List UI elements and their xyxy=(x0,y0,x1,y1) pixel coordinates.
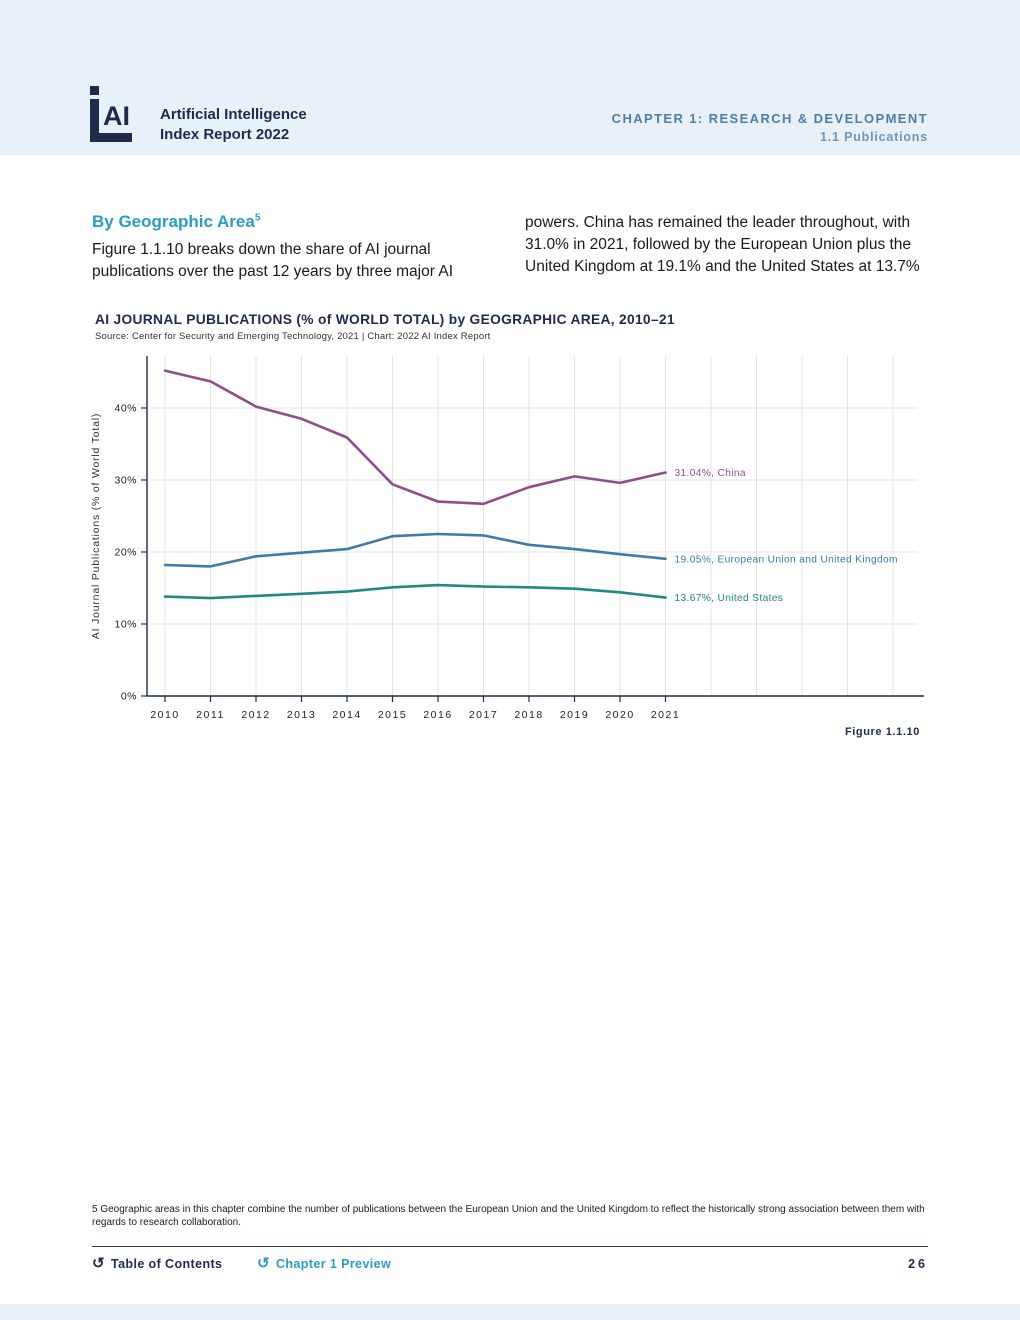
chart-source: Source: Center for Security and Emerging Technology, 2021 | Chart: 2022 AI Index Report xyxy=(95,331,491,342)
svg-text:2018: 2018 xyxy=(514,709,544,721)
svg-text:10%: 10% xyxy=(114,618,137,631)
svg-text:2020: 2020 xyxy=(605,709,635,721)
section-heading-text: By Geographic Area xyxy=(92,212,255,231)
svg-text:2021: 2021 xyxy=(650,709,681,721)
table-of-contents-link[interactable] xyxy=(92,1256,222,1271)
svg-text:2015: 2015 xyxy=(377,709,408,721)
figure-caption: Figure 1.1.10 xyxy=(844,726,920,738)
table-of-contents-label: Table of Contents xyxy=(110,1256,223,1271)
logo-ai-text: AI xyxy=(103,101,130,131)
footnote: 5 Geographic areas in this chapter combine the number of publications between the European Union and the United Kingdom to reflect the historically strong association between them with regards to research collaboration. xyxy=(92,1204,925,1228)
page-number: 26 xyxy=(908,1257,928,1271)
body-paragraph-left: Figure 1.1.10 breaks down the share of AI journal publications over the past 12 years by three major AI xyxy=(92,241,454,280)
footer-divider xyxy=(92,1246,928,1247)
series-line-united-states xyxy=(165,585,666,598)
svg-text:2017: 2017 xyxy=(468,709,499,721)
chapter-label: CHAPTER 1: RESEARCH & DEVELOPMENT xyxy=(611,111,928,126)
brand-line-1: Artificial Intelligence xyxy=(160,106,307,123)
section-heading xyxy=(92,212,260,232)
return-arrow-icon: ↺ xyxy=(257,1255,270,1272)
svg-text:2013: 2013 xyxy=(286,709,317,721)
ai-index-logo xyxy=(90,86,148,142)
svg-text:20%: 20% xyxy=(114,546,137,559)
svg-text:2011: 2011 xyxy=(196,709,225,721)
chart-title: AI JOURNAL PUBLICATIONS (% of WORLD TOTAL) by GEOGRAPHIC AREA, 2010–21 xyxy=(95,312,675,327)
body-paragraph-right: powers. China has remained the leader throughout, with 31.0% in 2021, followed by the European Union plus the United Kingdom at 19.1% and the United States at 13.7% xyxy=(525,214,920,275)
svg-text:40%: 40% xyxy=(114,402,137,415)
publications-line-chart xyxy=(85,344,930,729)
series-line-china xyxy=(165,371,666,504)
svg-text:2010: 2010 xyxy=(150,709,180,721)
chapter-preview-link[interactable] xyxy=(257,1256,391,1271)
svg-text:30%: 30% xyxy=(114,474,137,487)
footer-band xyxy=(0,1304,1020,1320)
series-label-european-union-and-united-kingdom: 19.05%, European Union and United Kingdom xyxy=(674,554,898,566)
return-arrow-icon: ↺ xyxy=(92,1255,105,1272)
svg-text:2014: 2014 xyxy=(332,709,362,721)
chapter-preview-label: Chapter 1 Preview xyxy=(275,1256,392,1271)
section-label: 1.1 Publications xyxy=(820,130,928,144)
brand-line-2: Index Report 2022 xyxy=(160,126,290,143)
series-line-european-union-and-united-kingdom xyxy=(165,534,666,566)
series-label-china: 31.04%, China xyxy=(674,468,746,480)
svg-text:2016: 2016 xyxy=(423,709,453,721)
svg-text:0%: 0% xyxy=(120,690,137,703)
y-axis-title: AI Journal Publications (% of World Total) xyxy=(90,412,102,640)
logo-dot xyxy=(90,86,99,95)
brand-title xyxy=(160,105,307,145)
svg-text:2019: 2019 xyxy=(559,709,590,721)
series-label-united-states: 13.67%, United States xyxy=(674,593,784,605)
svg-text:2012: 2012 xyxy=(241,709,271,721)
footnote-reference: 5 xyxy=(254,212,261,224)
